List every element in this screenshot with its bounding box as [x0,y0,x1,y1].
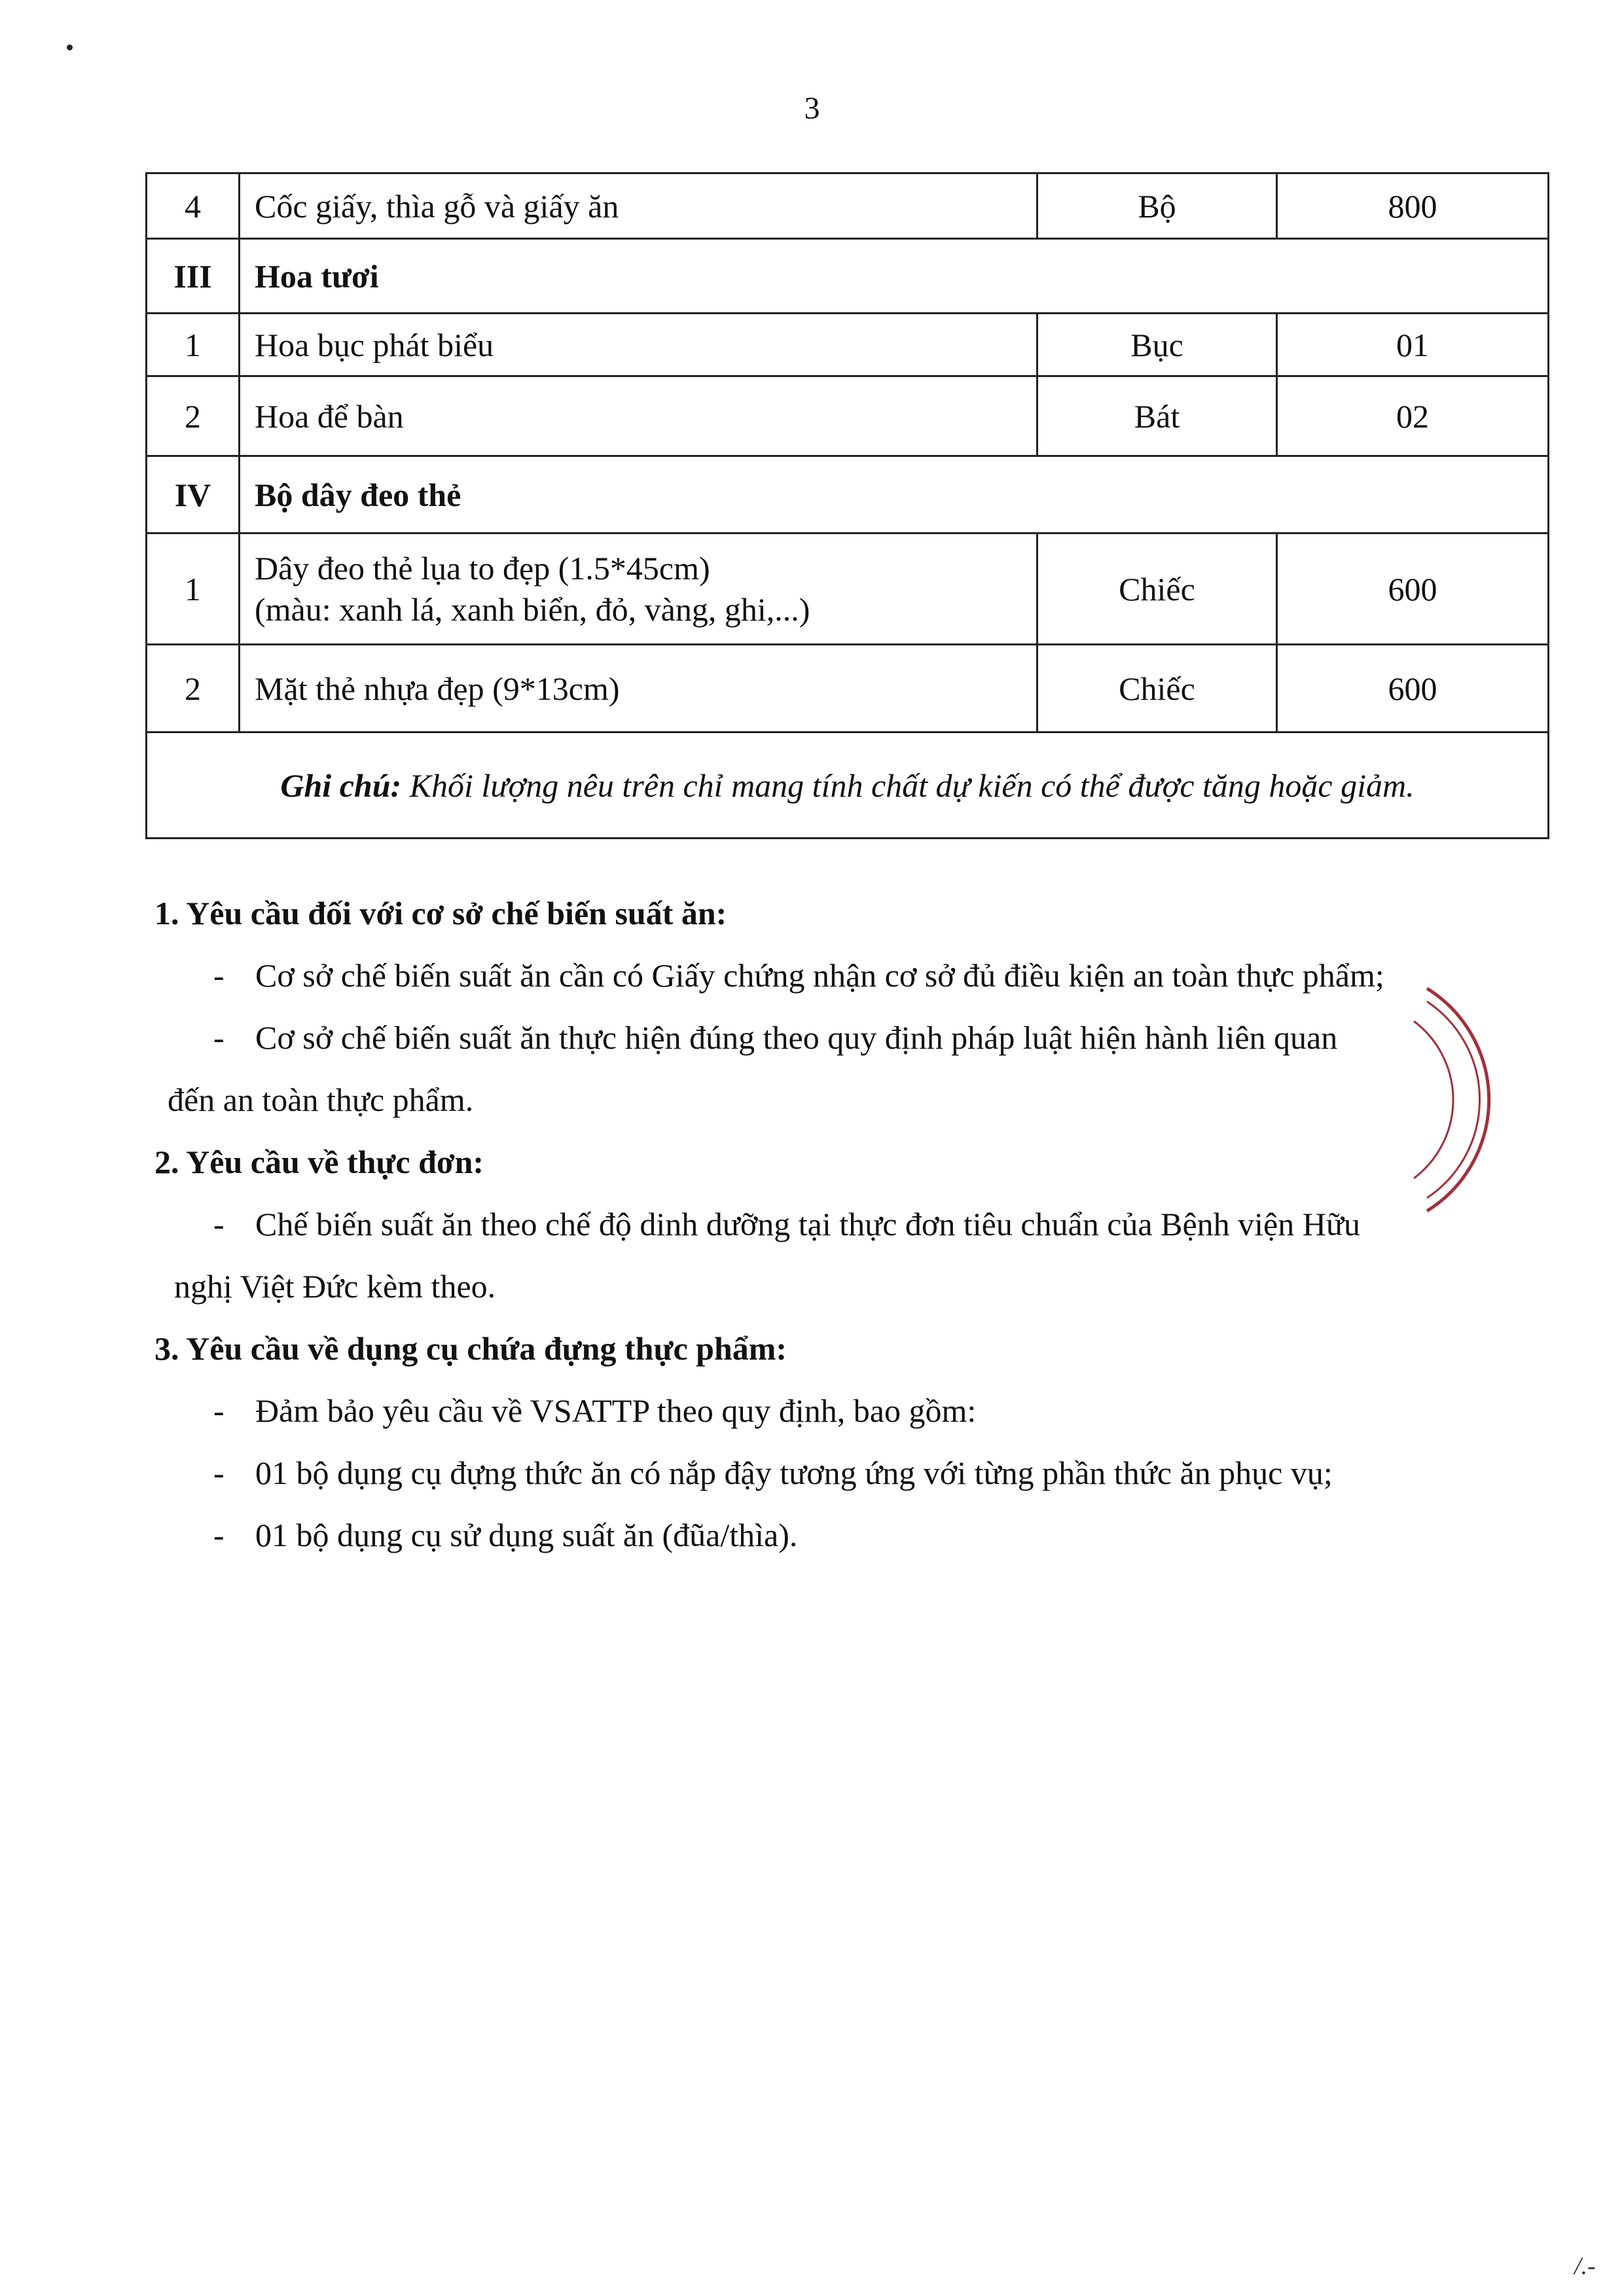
row-name: Hoa bục phát biểu [240,314,1038,376]
items-table [145,172,1549,839]
row-unit: Bục [1038,314,1277,376]
row-name [240,533,1038,645]
row-qty: 600 [1277,533,1549,645]
row-stt: 4 [147,173,240,239]
seal-stamp [1401,975,1571,1224]
row-stt: 1 [147,314,240,376]
row-name-line1: Dây đeo thẻ lụa to đẹp (1.5*45cm) [255,550,710,587]
bullet-continuation: đến an toàn thực phẩm. [168,1081,474,1118]
bullet-item: - 01 bộ dụng cụ đựng thức ăn có nắp đậy tương ứng với từng phần thức ăn phục vụ; [213,1455,1333,1491]
table-row [147,376,1549,456]
row-name-line2: (màu: xanh lá, xanh biển, đỏ, vàng, ghi,...) [255,590,810,628]
note-text: Khối lượng nêu trên chỉ mang tính chất dự kiến có thể được tăng hoặc giảm. [401,767,1415,804]
row-unit: Chiếc [1038,533,1277,645]
bullet-item: - Cơ sở chế biến suất ăn thực hiện đúng theo quy định pháp luật hiện hành liên quan [213,1019,1338,1056]
section-heading-3: 3. Yêu cầu về dụng cụ chứa đựng thực phẩm: [154,1330,787,1367]
section-heading-2: 2. Yêu cầu về thực đơn: [154,1144,484,1180]
row-qty: 600 [1277,645,1549,732]
bullet-item: - Cơ sở chế biến suất ăn cần có Giấy chứng nhận cơ sở đủ điều kiện an toàn thực phẩm; [213,957,1384,994]
row-unit: Bát [1038,376,1277,456]
row-qty: 02 [1277,376,1549,456]
row-stt: 2 [147,645,240,732]
row-stt: 2 [147,376,240,456]
scan-speck [67,45,73,50]
row-qty: 800 [1277,173,1549,239]
table-row [147,533,1549,645]
table-row [147,314,1549,376]
row-name: Hoa để bàn [240,376,1038,456]
row-name: Mặt thẻ nhựa đẹp (9*13cm) [240,645,1038,732]
table-row [147,173,1549,239]
row-stt: 1 [147,533,240,645]
section-row [147,456,1549,533]
section-stt: IV [147,456,240,533]
section-title: Bộ dây đeo thẻ [240,456,1549,533]
row-unit: Chiếc [1038,645,1277,732]
page-number: 3 [804,91,820,126]
bullet-item: - Đảm bảo yêu cầu về VSATTP theo quy định, bao gồm: [213,1392,977,1429]
bullet-item: - 01 bộ dụng cụ sử dụng suất ăn (đũa/thìa). [213,1517,798,1553]
table-row [147,645,1549,732]
section-title: Hoa tươi [240,239,1549,314]
note-row [147,732,1549,839]
note-label: Ghi chú: [280,767,402,804]
corner-mark: /.- [1574,2252,1596,2280]
section-stt: III [147,239,240,314]
section-row [147,239,1549,314]
row-qty: 01 [1277,314,1549,376]
bullet-item: - Chế biến suất ăn theo chế độ dinh dưỡng tại thực đơn tiêu chuẩn của Bệnh viện Hữu [213,1206,1360,1242]
bullet-continuation: nghị Việt Đức kèm theo. [174,1268,496,1305]
row-unit: Bộ [1038,173,1277,239]
row-name: Cốc giấy, thìa gỗ và giấy ăn [240,173,1038,239]
section-heading-1: 1. Yêu cầu đối với cơ sở chế biến suất ăn: [154,895,727,931]
table-note [147,732,1549,839]
